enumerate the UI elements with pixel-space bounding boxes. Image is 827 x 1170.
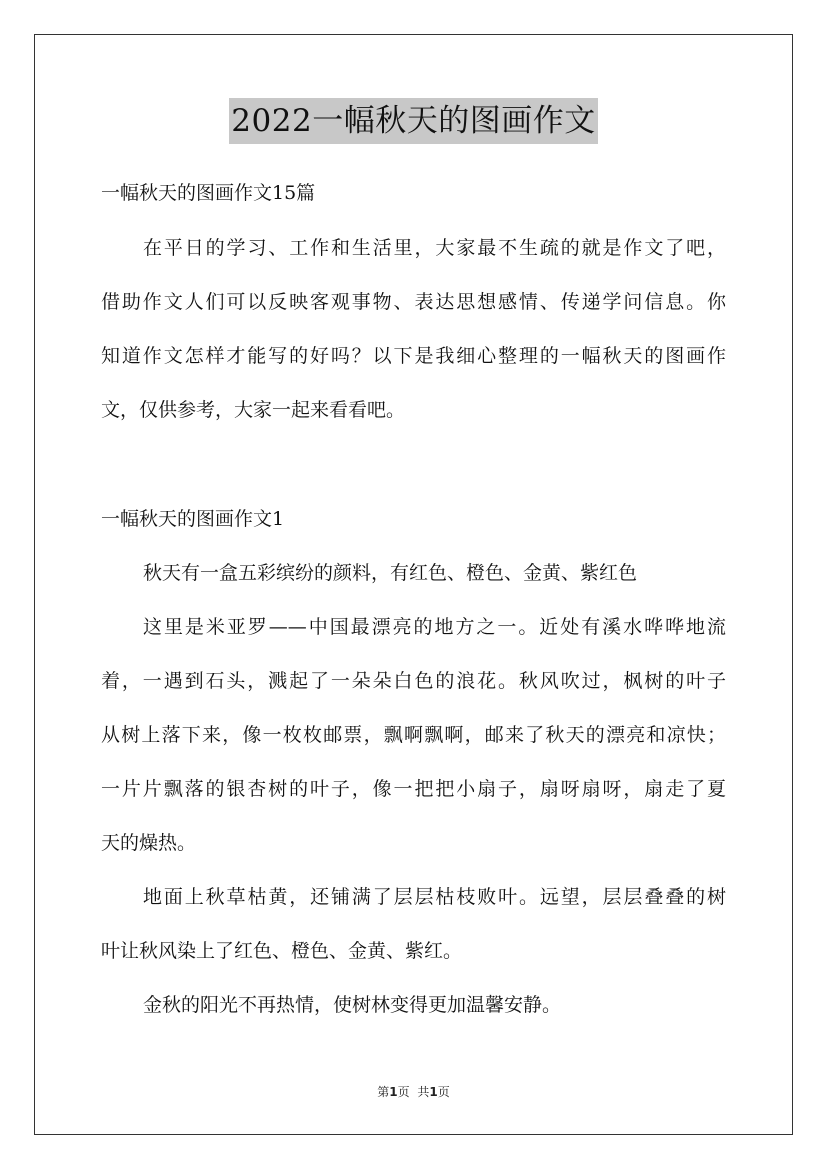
body-paragraph-line: 天的燥热。 xyxy=(101,832,197,854)
body-paragraph-line: 从树上落下来，像一枚枚邮票，飘啊飘啊，邮来了秋天的漂亮和凉快； xyxy=(101,724,726,746)
intro-paragraph-line: 文，仅供参考，大家一起来看看吧。 xyxy=(101,399,406,421)
footer-total-prefix: 共 xyxy=(417,1085,430,1099)
footer-page-suffix: 页 xyxy=(397,1085,410,1099)
footer-page-prefix: 第 xyxy=(377,1085,390,1099)
footer-total-pages: 1 xyxy=(429,1085,438,1099)
document-title-text: 2022一幅秋天的图画作文 xyxy=(229,98,597,144)
body-paragraph-line: 一片片飘落的银杏树的叶子，像一把把小扇子，扇呀扇呀，扇走了夏 xyxy=(101,778,726,800)
footer-total-suffix: 页 xyxy=(437,1085,450,1099)
section-heading: 一幅秋天的图画作文1 xyxy=(101,508,285,530)
document-title xyxy=(0,98,827,144)
body-paragraph-line: 着，一遇到石头，溅起了一朵朵白色的浪花。秋风吹过，枫树的叶子 xyxy=(101,670,726,692)
document-subtitle: 一幅秋天的图画作文15篇 xyxy=(101,182,316,204)
body-paragraph-line: 秋天有一盒五彩缤纷的颜料，有红色、橙色、金黄、紫红色 xyxy=(143,562,638,584)
page-footer xyxy=(0,1084,827,1100)
footer-page-number: 1 xyxy=(389,1085,398,1099)
body-paragraph-line: 叶让秋风染上了红色、橙色、金黄、紫红。 xyxy=(101,940,463,962)
body-paragraph-line: 金秋的阳光不再热情，使树林变得更加温馨安静。 xyxy=(143,994,562,1016)
intro-paragraph-line: 借助作文人们可以反映客观事物、表达思想感情、传递学问信息。你 xyxy=(101,291,726,313)
body-paragraph-line: 这里是米亚罗——中国最漂亮的地方之一。近处有溪水哗哗地流 xyxy=(143,616,726,638)
body-paragraph-line: 地面上秋草枯黄，还铺满了层层枯枝败叶。远望，层层叠叠的树 xyxy=(143,886,726,908)
intro-paragraph-line: 知道作文怎样才能写的好吗？以下是我细心整理的一幅秋天的图画作 xyxy=(101,345,726,367)
intro-paragraph-line: 在平日的学习、工作和生活里，大家最不生疏的就是作文了吧， xyxy=(143,237,726,259)
